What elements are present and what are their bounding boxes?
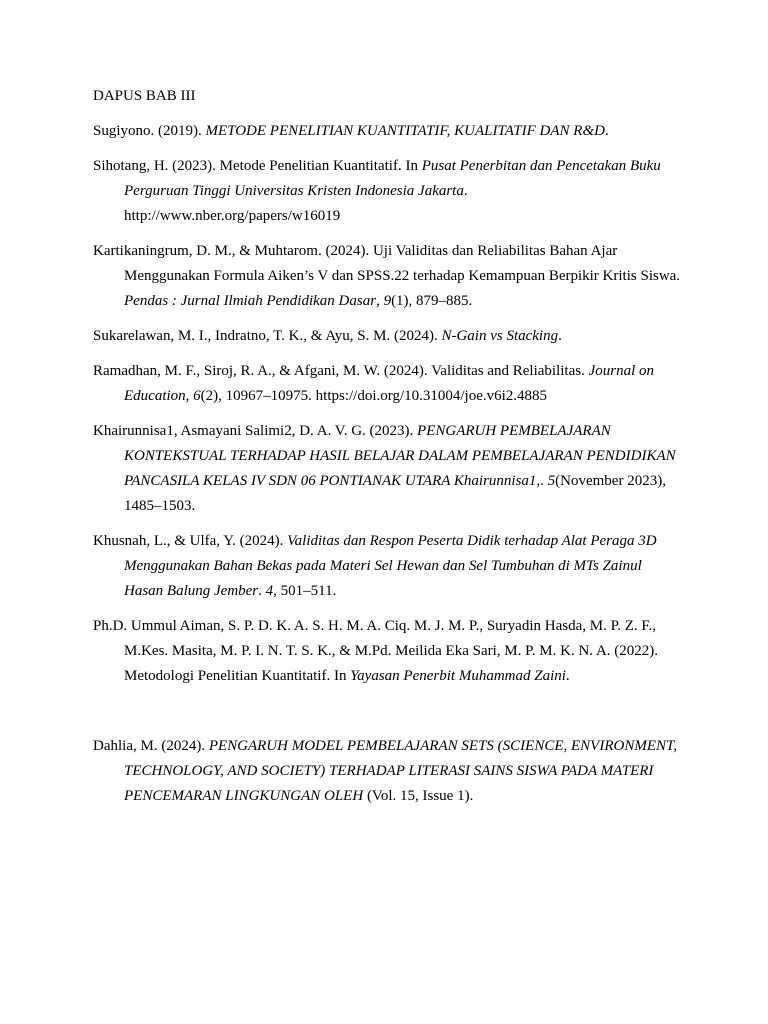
reference-text: (November 2023), 1485–1503. (124, 473, 666, 514)
reference-kartikaningrum (93, 239, 683, 314)
reference-text: Sukarelawan, M. I., Indratno, T. K., & Ayu, S. M. (2024). (93, 328, 442, 344)
reference-khairunnisa (93, 419, 683, 519)
reference-volume: 9 (383, 293, 392, 309)
reference-sihotang (93, 154, 683, 229)
document-heading: DAPUS BAB III (93, 88, 196, 104)
reference-text: , (185, 388, 194, 404)
reference-khusnah (93, 529, 683, 604)
reference-text: (Vol. 15, Issue 1). (363, 788, 474, 804)
reference-journal: Journal on Education (124, 363, 655, 404)
reference-text: . (604, 123, 609, 139)
reference-title: METODE PENELITIAN KUANTITATIF, KUALITATIF DAN R&D (205, 123, 605, 139)
reference-text: . (258, 583, 266, 599)
reference-ramadhan (93, 359, 683, 409)
reference-text: Ph.D. Ummul Aiman, S. P. D. K. A. S. H. M. A. Ciq. M. J. M. P., Suryadin Hasda, M. P. Z. F., M.Kes. Masita, M. P. I. N. T. S. K., & M.Pd. Meilida Eka Sari, M. P. M. K. N. A. (2022). Metodologi Penelitian Kuantitatif. In (93, 618, 659, 684)
reference-text: (2), 10967–10975. https://doi.org/10.31004/joe.v6i2.4885 (200, 388, 548, 404)
reference-text: . (565, 668, 570, 684)
reference-sukarelawan (93, 324, 683, 349)
reference-text: Sugiyono. (2019). (93, 123, 206, 139)
reference-volume: 5 (547, 473, 556, 489)
reference-volume: 4 (265, 583, 274, 599)
reference-title: Pusat Penerbitan dan Pencetakan Buku Perguruan Tinggi Universitas Kristen Indonesia Jakarta (124, 158, 661, 199)
reference-text: (1), 879–885. (391, 293, 473, 309)
reference-text: Khairunnisa1, Asmayani Salimi2, D. A. V. G. (2023). (93, 423, 418, 439)
reference-text: , (376, 293, 384, 309)
reference-publisher: Yayasan Penerbit Muhammad Zaini (350, 668, 566, 684)
reference-title: PENGARUH MODEL PEMBELAJARAN SETS (SCIENCE, ENVIRONMENT, TECHNOLOGY, AND SOCIETY) TERHADAP LITERASI SAINS SISWA PADA MATERI PENCEMARAN LINGKUNGAN OLEH (124, 738, 677, 804)
reference-text: Sihotang, H. (2023). Metode Penelitian Kuantitatif. In (93, 158, 422, 174)
reference-aiman (93, 614, 683, 689)
reference-text: Khusnah, L., & Ulfa, Y. (2024). (93, 533, 288, 549)
reference-dahlia (93, 734, 683, 809)
reference-text: . http://www.nber.org/papers/w16019 (124, 183, 468, 224)
reference-text: Ramadhan, M. F., Siroj, R. A., & Afgani, M. W. (2024). Validitas and Reliabilitas. (93, 363, 589, 379)
reference-text: Kartikaningrum, D. M., & Muhtarom. (2024). Uji Validitas dan Reliabilitas Bahan Ajar Menggunakan Formula Aiken’s V dan SPSS.22 terhadap Kemampuan Berpikir Kritis Siswa. (93, 243, 681, 284)
reference-volume: 6 (193, 388, 201, 404)
reference-text: , 501–511. (273, 583, 337, 599)
reference-title: PENGARUH PEMBELAJARAN KONTEKSTUAL TERHADAP HASIL BELAJAR DALAM PEMBELAJARAN PENDIDIKAN PANCASILA KELAS IV SDN 06 PONTIANAK UTARA Khairunnisa1, (124, 423, 676, 489)
reference-text: . (558, 328, 562, 344)
reference-title: N-Gain vs Stacking (441, 328, 559, 344)
reference-journal: Pendas : Jurnal Ilmiah Pendidikan Dasar (124, 293, 377, 309)
reference-sugiyono (93, 119, 683, 144)
reference-text: Dahlia, M. (2024). (93, 738, 209, 754)
reference-text: . (540, 473, 548, 489)
reference-title: Validitas dan Respon Peserta Didik terhadap Alat Peraga 3D Menggunakan Bahan Bekas pada Materi Sel Hewan dan Sel Tumbuhan di MTs Zainul Hasan Balung Jember (124, 533, 657, 599)
document-page (93, 84, 683, 819)
